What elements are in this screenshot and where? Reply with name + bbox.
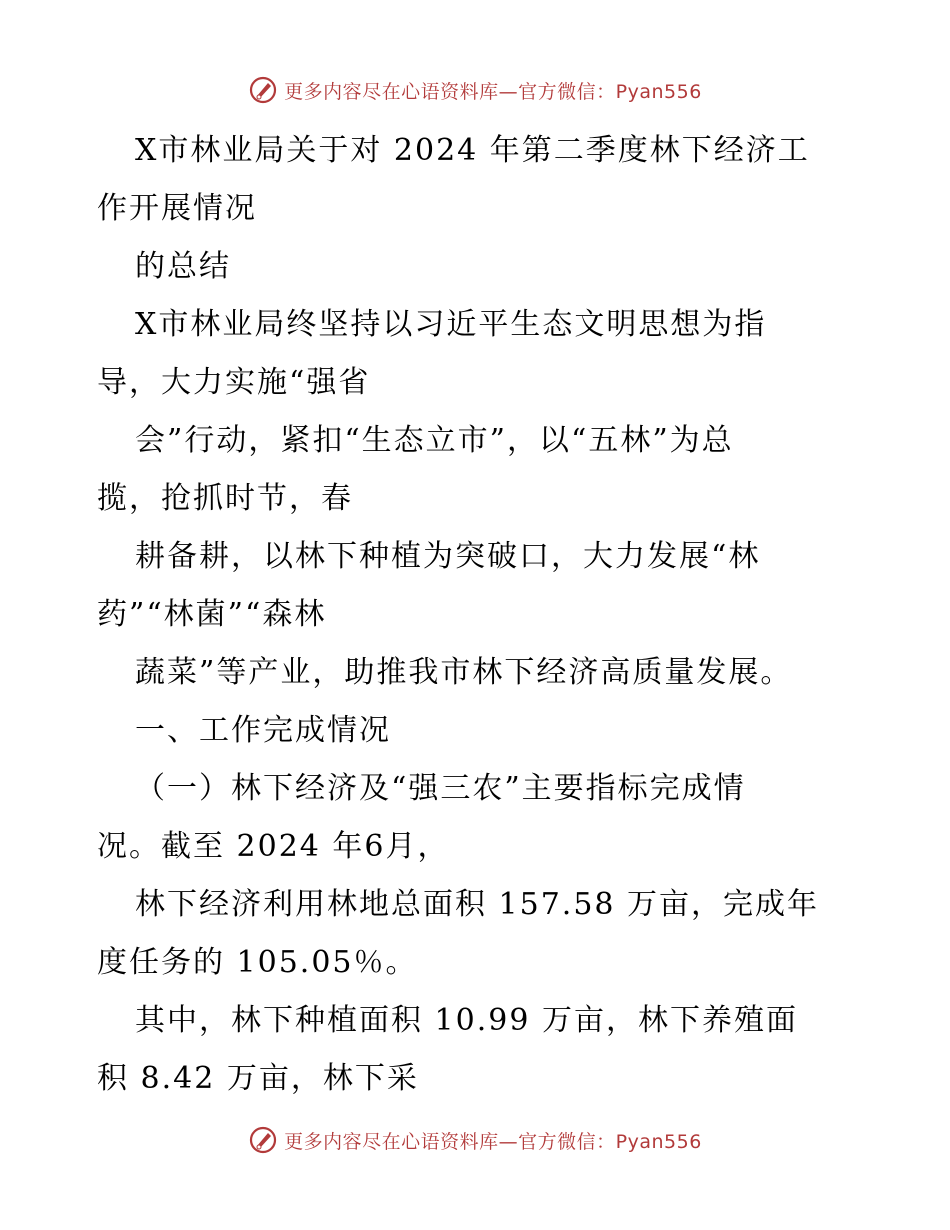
document-line: 其中，林下种植面积 10.99 万亩，林下养殖面 <box>135 1003 798 1038</box>
document-line: （一）林下经济及“强三农”主要指标完成情 <box>135 771 746 806</box>
pen-logo-icon <box>248 1125 278 1155</box>
document-line: 的总结 <box>135 249 231 284</box>
document-line: 作开展情况 <box>97 191 257 226</box>
document-line: 耕备耕，以林下种植为突破口，大力发展“林 <box>135 539 761 574</box>
document-line: X市林业局终坚持以习近平生态文明思想为指 <box>135 307 767 342</box>
document-line: 积 8.42 万亩，林下采 <box>97 1061 419 1096</box>
document-line: X市林业局关于对 2024 年第二季度林下经济工 <box>135 133 810 168</box>
document-line: 揽，抢抓时节，春 <box>97 481 353 516</box>
document-line: 况。截至 2024 年6月， <box>97 829 450 864</box>
footer-watermark-banner <box>0 1122 950 1158</box>
watermark-text: 更多内容尽在心语资料库—官方微信：Pyan556 <box>284 1130 702 1153</box>
header-watermark-banner <box>0 72 950 108</box>
document-line: 一、工作完成情况 <box>135 713 391 748</box>
document-line: 度任务的 105.05％。 <box>97 945 418 980</box>
document-line: 导，大力实施“强省 <box>97 365 371 400</box>
document-line: 林下经济利用林地总面积 157.58 万亩，完成年 <box>135 887 820 922</box>
watermark-text: 更多内容尽在心语资料库—官方微信：Pyan556 <box>284 80 702 103</box>
document-line: 会”行动，紧扣“生态立市”，以“五林”为总 <box>135 423 734 458</box>
document-body <box>97 122 857 1108</box>
document-line: 药”“林菌”“森林 <box>97 597 327 632</box>
document-line: 蔬菜”等产业，助推我市林下经济高质量发展。 <box>135 655 793 690</box>
pen-logo-icon <box>248 75 278 105</box>
